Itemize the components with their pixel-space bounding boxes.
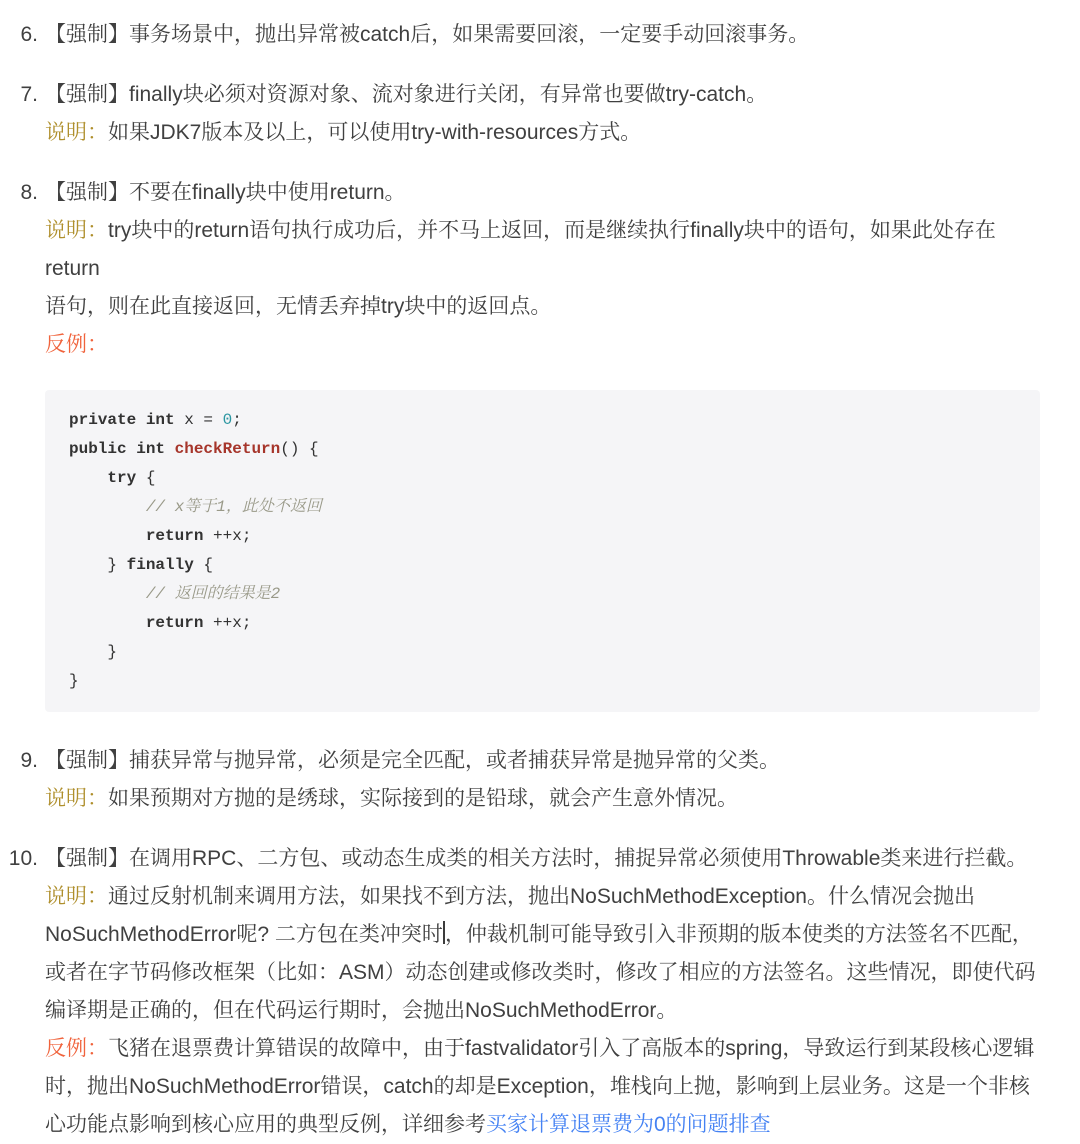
text-run: 通过反射机制来调用方法，如果找不到方法，抛出NoSuchMethodException。什么情况会抛出 [108, 885, 975, 908]
text-run: 或者在字节码修改框架（比如：ASM）动态创建或修改类时，修改了相应的方法签名。这些情况，即使代码 [45, 961, 1036, 984]
code-token-cmt: // x等于1，此处不返回 [145, 498, 322, 516]
code-token: ++x; [203, 527, 252, 545]
rule-item [0, 742, 1040, 818]
note-label: 说明： [45, 787, 108, 810]
rule-content [45, 16, 1040, 54]
code-token: { [136, 469, 156, 487]
text-run: 语句，则在此直接返回，无情丢弃掉try块中的返回点。 [45, 295, 552, 318]
code-token: } [69, 556, 127, 574]
code-token-lit: 0 [222, 411, 233, 429]
rule-title [45, 174, 1040, 212]
code-token-kw: return [145, 614, 204, 632]
rule-content [45, 840, 1040, 1144]
text-run: 编译期是正确的，但在代码运行期时，会抛出NoSuchMethodError。 [45, 999, 678, 1022]
text-run: 【强制】事务场景中，抛出异常被catch后，如果需要回滚，一定要手动回滚事务。 [45, 23, 810, 46]
rule-content [45, 76, 1040, 152]
rule-content [45, 174, 1040, 720]
rule-title [45, 742, 1040, 780]
code-line [69, 440, 319, 458]
code-token [165, 440, 175, 458]
code-token: } [69, 643, 118, 661]
note-label: 说明： [45, 219, 108, 242]
rule-item [0, 174, 1040, 720]
rule-note [45, 878, 1040, 1030]
code-token-kw: try [107, 469, 137, 487]
rule-link[interactable]: 买家计算退票费为0的问题排查 [486, 1113, 771, 1136]
code-token [69, 498, 146, 516]
code-token-kw: private int [69, 411, 175, 429]
text-run: 心功能点影响到核心应用的典型反例，详细参考 [45, 1113, 486, 1136]
code-block [45, 390, 1040, 712]
code-token-cmt: // 返回的结果是2 [145, 585, 281, 603]
code-token: } [69, 672, 79, 690]
counter-example-label: 反例： [45, 333, 108, 356]
code-token: x = [174, 411, 223, 429]
rule-note [45, 212, 1040, 326]
rule-content [45, 742, 1040, 818]
note-label: 说明： [45, 885, 108, 908]
code-line [69, 469, 155, 487]
rule-number: 9. [20, 749, 38, 772]
code-token-kw: public int [69, 440, 166, 458]
text-run: 【强制】finally块必须对资源对象、流对象进行关闭，有异常也要做try-catch。 [45, 83, 768, 106]
code-token: ++x; [203, 614, 252, 632]
code-line [69, 498, 322, 516]
code-token [69, 585, 146, 603]
rule-title [45, 76, 1040, 114]
text-run: try块中的return语句执行成功后，并不马上返回，而是继续执行finally块中的语句，如果此处存在return [45, 219, 996, 280]
code-token [69, 614, 146, 632]
text-run: 【强制】捕获异常与抛异常，必须是完全匹配，或者捕获异常是抛异常的父类。 [45, 749, 780, 772]
rule-note [45, 780, 1040, 818]
code-line [69, 556, 213, 574]
text-run: 时，抛出NoSuchMethodError错误，catch的却是Exception，堆栈向上抛，影响到上层业务。这是一个非核 [45, 1075, 1030, 1098]
text-run: 飞猪在退票费计算错误的故障中，由于fastvalidator引入了高版本的spring，导致运行到某段核心逻辑 [108, 1037, 1035, 1060]
text-run: NoSuchMethodError呢? 二方包在类冲突时 [45, 923, 443, 946]
code-line [69, 643, 117, 661]
rule-title [45, 840, 1040, 878]
rule-item [0, 16, 1040, 54]
rule-note [45, 114, 1040, 152]
code [69, 406, 1016, 696]
rule-number: 8. [20, 181, 38, 204]
counter-example-label: 反例： [45, 1037, 108, 1060]
rule-counter-example [45, 326, 1040, 364]
code-line [69, 411, 242, 429]
rule-number: 10. [8, 847, 38, 870]
rule-item [0, 76, 1040, 152]
rule-number: 7. [20, 83, 38, 106]
code-token-kw: finally [126, 556, 194, 574]
code-token [69, 469, 107, 487]
code-line [69, 585, 280, 603]
rule-title [45, 16, 1040, 54]
text-run: 【强制】不要在finally块中使用return。 [45, 181, 406, 204]
rule-counter-example [45, 1030, 1040, 1144]
code-token-fn: checkReturn [174, 440, 281, 458]
text-run: ，仲裁机制可能导致引入非预期的版本使类的方法签名不匹配， [444, 923, 1033, 946]
code-token: () { [280, 440, 319, 458]
code-token: { [193, 556, 214, 574]
rule-list [0, 16, 1040, 1144]
code-token: ; [232, 411, 242, 429]
code-token-kw: return [145, 527, 204, 545]
text-run: 如果JDK7版本及以上，可以使用try-with-resources方式。 [108, 121, 642, 144]
code-line [69, 614, 251, 632]
rule-number: 6. [20, 23, 38, 46]
rule-item [0, 840, 1040, 1144]
code-token [69, 527, 146, 545]
text-run: 【强制】在调用RPC、二方包、或动态生成类的相关方法时，捕捉异常必须使用Throwable类来进行拦截。 [45, 847, 1028, 870]
note-label: 说明： [45, 121, 108, 144]
text-run: 如果预期对方抛的是绣球，实际接到的是铅球，就会产生意外情况。 [108, 787, 738, 810]
code-line [69, 672, 79, 690]
code-line [69, 527, 251, 545]
